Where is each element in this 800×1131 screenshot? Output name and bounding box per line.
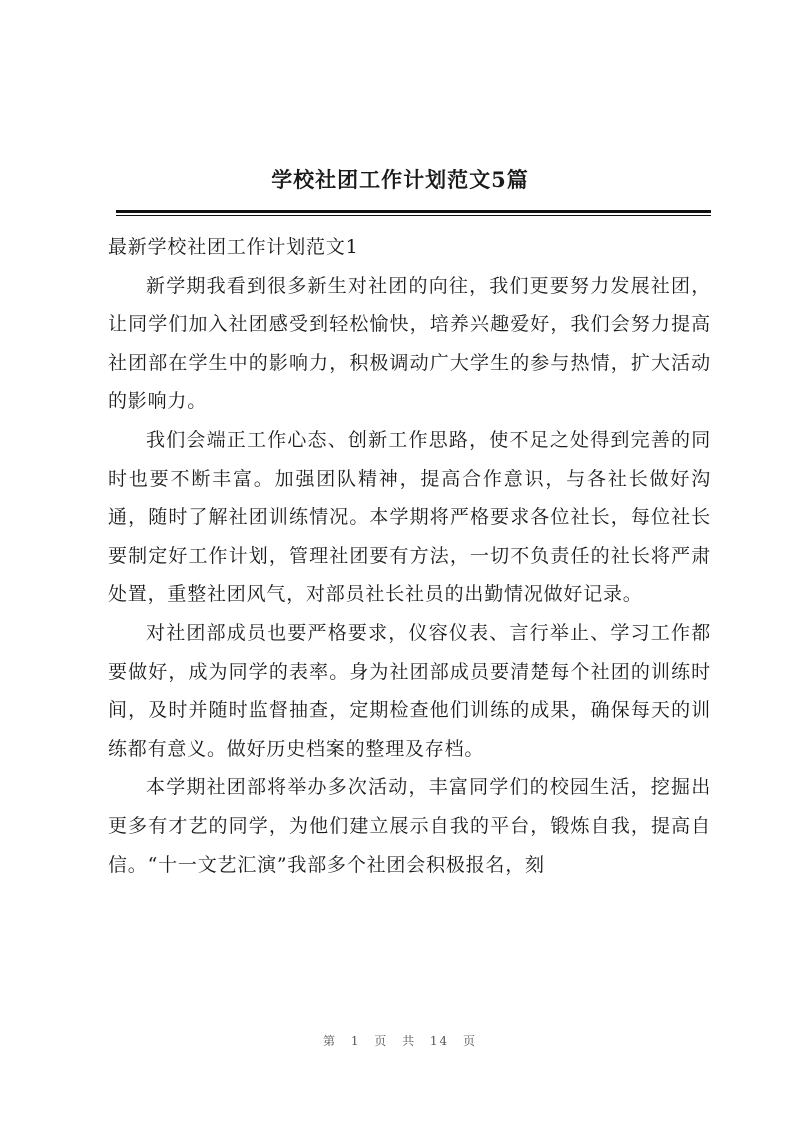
paragraph-2: 我们会端正工作心态、创新工作思路，使不足之处得到完善的同时也要不断丰富。加强团队精神，提高合作意识，与各社长做好沟通，随时了解社团训练情况。本学期将严格要求各位社长，每位社长要制定好工作计划，管理社团要有方法，一切不负责任的社长将严肃处置，重整社团风气，对部员社长社员的出勤情况做好记录。 bbox=[108, 428, 711, 606]
paragraph-3: 对社团部成员也要严格要求，仪容仪表、言行举止、学习工作都要做好，成为同学的表率。身为社团部成员要清楚每个社团的训练时间，及时并随时监督抽查，定期检查他们训练的成果，确保每天的训练都有意义。做好历史档案的整理及存档。 bbox=[108, 621, 711, 760]
page-number-footer: 第 1 页 共 14 页 bbox=[323, 1034, 477, 1048]
section-heading: 最新学校社团工作计划范文1 bbox=[108, 236, 359, 258]
document-body bbox=[108, 228, 711, 884]
document-title: 学校社团工作计划范文5篇 bbox=[271, 167, 529, 192]
paragraph-1: 新学期我看到很多新生对社团的向往，我们更要努力发展社团，让同学们加入社团感受到轻松愉快，培养兴趣爱好，我们会努力提高社团部在学生中的影响力，积极调动广大学生的参与热情，扩大活动的影响力。 bbox=[108, 274, 711, 413]
title-underline-thick bbox=[116, 210, 711, 213]
title-underline-thin bbox=[116, 215, 711, 216]
paragraph-4: 本学期社团部将举办多次活动，丰富同学们的校园生活，挖掘出更多有才艺的同学，为他们建立展示自我的平台，锻炼自我，提高自信。“十一文艺汇演”我部多个社团会积极报名，刻 bbox=[108, 776, 711, 876]
